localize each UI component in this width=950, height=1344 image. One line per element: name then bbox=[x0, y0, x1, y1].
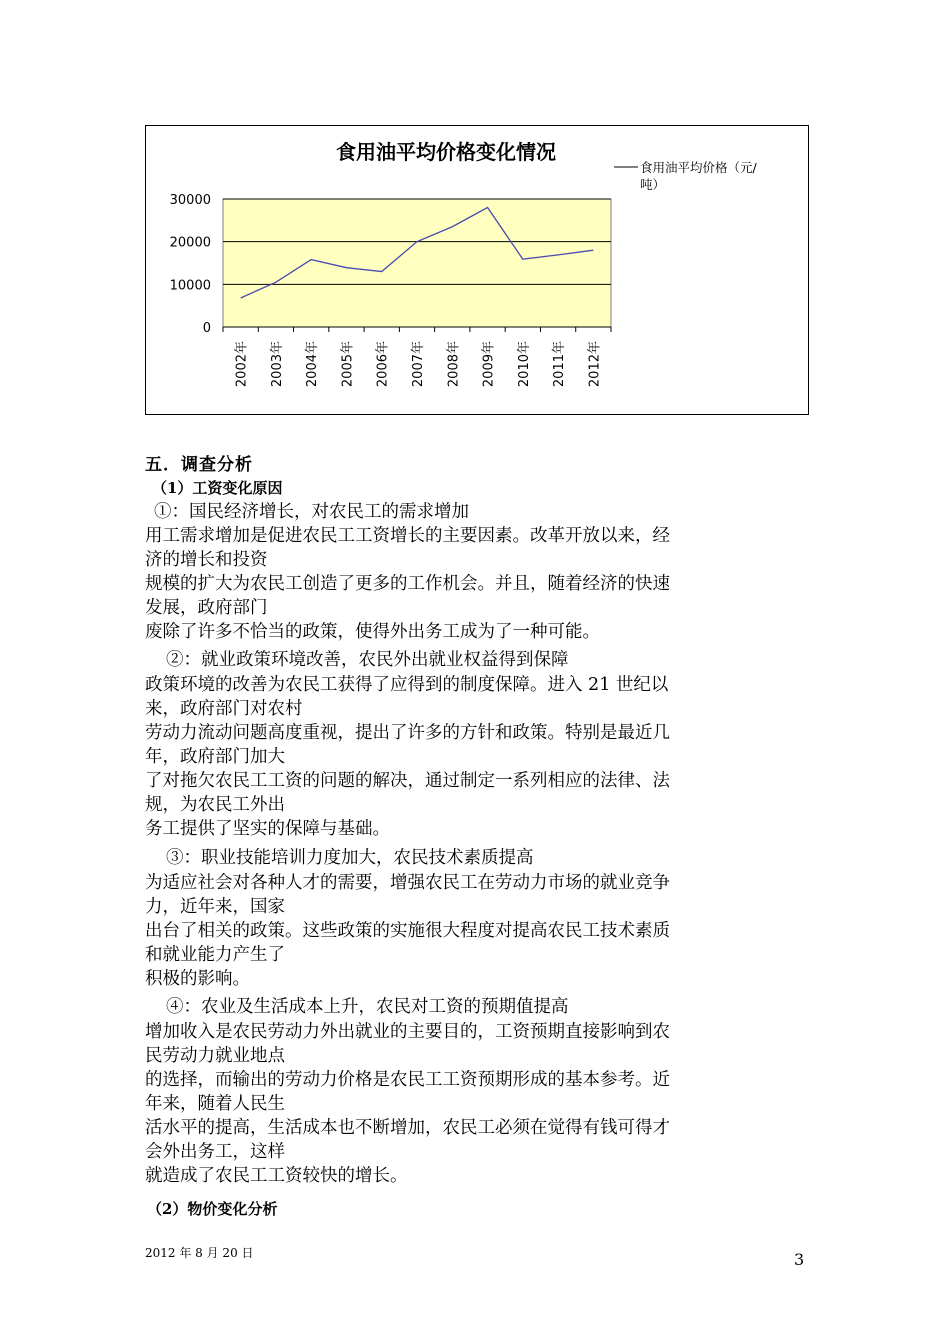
text-line: 年来，随着人民生 bbox=[145, 1094, 285, 1114]
item-body-3 bbox=[145, 871, 810, 991]
x-tick-label: 2008年 bbox=[446, 341, 462, 388]
item-title-3: ③：职业技能培训力度加大，农民技术素质提高 bbox=[166, 848, 534, 868]
x-tick-label: 2006年 bbox=[375, 341, 391, 388]
legend-label-line2: 吨） bbox=[640, 177, 666, 192]
x-tick-label: 2009年 bbox=[481, 341, 497, 388]
x-tick-label: 2004年 bbox=[305, 341, 321, 388]
text-line: 为适应社会对各种人才的需要，增强农民工在劳动力市场的就业竞争 bbox=[145, 873, 670, 893]
text-line: 务工提供了坚实的保障与基础。 bbox=[145, 819, 390, 839]
text-line: 会外出务工，这样 bbox=[145, 1142, 285, 1162]
item-title-4: ④：农业及生活成本上升，农民对工资的预期值提高 bbox=[166, 997, 569, 1017]
item-title-2: ②：就业政策环境改善，农民外出就业权益得到保障 bbox=[166, 650, 569, 670]
text-line: 政策环境的改善为农民工获得了应得到的制度保障。进入 21 世纪以 bbox=[145, 675, 669, 695]
text-line: 济的增长和投资 bbox=[145, 550, 268, 570]
item-body-1 bbox=[145, 524, 810, 644]
item-title-1: ①：国民经济增长，对农民工的需求增加 bbox=[154, 502, 469, 522]
x-tick-label: 2010年 bbox=[516, 341, 532, 388]
text-line: 发展，政府部门 bbox=[145, 598, 268, 618]
y-tick-label: 30000 bbox=[169, 193, 211, 208]
y-tick-label: 0 bbox=[202, 321, 211, 336]
subsection-heading-price: （2）物价变化分析 bbox=[147, 1200, 278, 1218]
plot-area bbox=[223, 199, 611, 327]
item-body-4 bbox=[145, 1020, 810, 1188]
x-tick-label: 2002年 bbox=[234, 341, 250, 388]
item-body-2 bbox=[145, 673, 810, 841]
subsection-heading-wage: （1）工资变化原因 bbox=[152, 479, 283, 497]
price-line-chart bbox=[146, 126, 810, 416]
chart-title: 食用油平均价格变化情况 bbox=[336, 140, 556, 164]
x-tick-label: 2005年 bbox=[340, 341, 356, 388]
y-tick-label: 20000 bbox=[169, 235, 211, 251]
text-line: 来，政府部门对农村 bbox=[145, 699, 303, 719]
text-line: 规，为农民工外出 bbox=[145, 795, 285, 815]
chart-container bbox=[145, 125, 809, 415]
text-line: 出台了相关的政策。这些政策的实施很大程度对提高农民工技术素质 bbox=[145, 921, 670, 941]
text-line: 了对拖欠农民工工资的问题的解决，通过制定一系列相应的法律、法 bbox=[145, 771, 670, 791]
text-line: 增加收入是农民劳动力外出就业的主要目的，工资预期直接影响到农 bbox=[145, 1022, 670, 1042]
x-tick-label: 2003年 bbox=[269, 341, 285, 388]
text-line: 的选择，而输出的劳动力价格是农民工工资预期形成的基本参考。近 bbox=[145, 1070, 670, 1090]
x-tick-label: 2007年 bbox=[411, 341, 426, 388]
legend-label-line1: 食用油平均价格（元/ bbox=[640, 160, 757, 175]
page-number: 3 bbox=[794, 1250, 805, 1269]
text-line: 废除了许多不恰当的政策，使得外出务工成为了一种可能。 bbox=[145, 622, 600, 642]
y-tick-label: 10000 bbox=[169, 278, 211, 294]
footer-date: 2012 年 8 月 20 日 bbox=[145, 1246, 254, 1260]
text-line: 年，政府部门加大 bbox=[145, 747, 285, 767]
text-line: 劳动力流动问题高度重视，提出了许多的方针和政策。特别是最近几 bbox=[145, 723, 670, 743]
text-line: 积极的影响。 bbox=[145, 969, 250, 989]
text-line: 就造成了农民工工资较快的增长。 bbox=[145, 1166, 408, 1186]
text-line: 规模的扩大为农民工创造了更多的工作机会。并且，随着经济的快速 bbox=[145, 574, 670, 594]
text-line: 民劳动力就业地点 bbox=[145, 1046, 285, 1066]
x-tick-label: 2012年 bbox=[587, 341, 603, 388]
text-line: 活水平的提高，生活成本也不断增加，农民工必须在觉得有钱可得才 bbox=[145, 1118, 670, 1138]
text-line: 力，近年来，国家 bbox=[145, 897, 285, 917]
text-line: 和就业能力产生了 bbox=[145, 945, 285, 965]
text-line: 用工需求增加是促进农民工工资增长的主要因素。改革开放以来，经 bbox=[145, 526, 670, 546]
section-heading: 五．调查分析 bbox=[145, 455, 253, 475]
x-tick-label: 2011年 bbox=[552, 341, 568, 388]
